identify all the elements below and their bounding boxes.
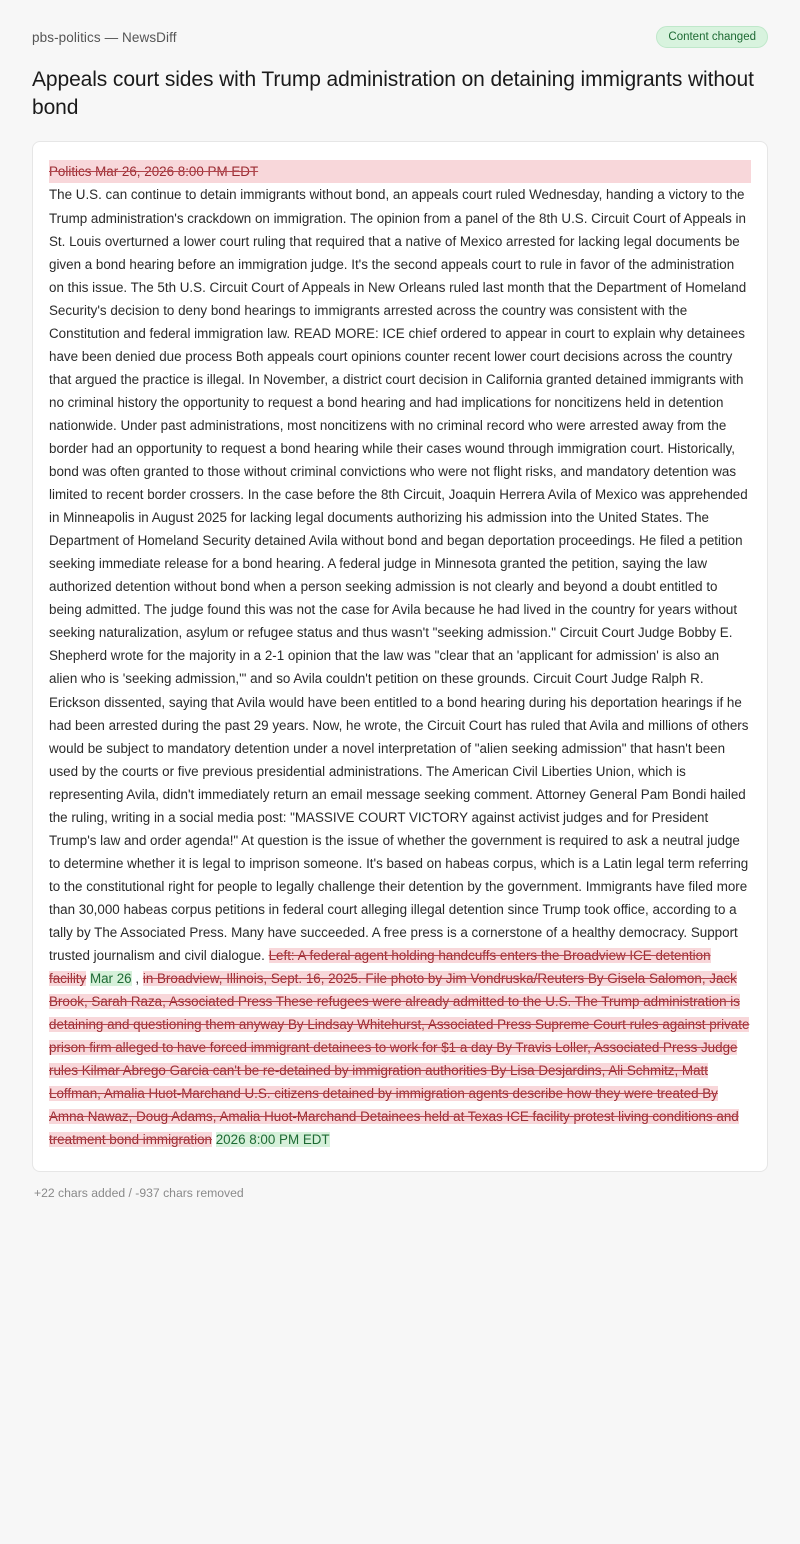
status-badge: Content changed: [656, 26, 768, 48]
diff-content: [49, 160, 751, 1151]
diff-stats: +22 chars added / -937 chars removed: [34, 1186, 244, 1201]
page-title: Appeals court sides with Trump administration on detaining immigrants without bond: [32, 68, 754, 119]
source-label: pbs-politics — NewsDiff: [32, 29, 177, 45]
topbar: [32, 26, 768, 48]
separator-comma: ,: [135, 971, 140, 987]
removed-caption: Left: A federal agent holding handcuffs enters the Broadview ICE detention facility: [49, 948, 711, 987]
added-timestamp: 2026 8:00 PM EDT: [215, 1132, 330, 1148]
diff-card: [32, 141, 768, 1172]
removed-meta: Politics Mar 26, 2026 8:00 PM EDT: [49, 160, 751, 183]
added-date: Mar 26: [89, 971, 132, 987]
article-body: The U.S. can continue to detain immigrants without bond, an appeals court ruled Wednesday, handing a victory to the Trump administration's crackdown on immigration. The opinion from a panel of the 8th U.S. Circuit Court of Appeals in St. Louis overturned a lower court ruling that required that a native of Mexico arrested for lacking legal documents be given a bond hearing before an immigration judge. It's the second appeals court to rule in favor of the administration on this issue. The 5th U.S. Circuit Court of Appeals in New Orleans ruled last month that the Department of Homeland Security's decision to deny bond hearings to immigrants arrested across the country was consistent with the Constitution and federal immigration law. READ MORE: ICE chief ordered to appear in court to explain why detainees have been denied due process Both appeals court opinions counter recent lower court decisions across the country that argued the practice is illegal. In November, a district court decision in California granted detained immigrants with no criminal history the opportunity to request a bond hearing and had implications for noncitizens held in detention nationwide. Under past administrations, most noncitizens with no criminal record who were arrested away from the border had an opportunity to request a bond hearing while their cases wound through immigration court. Historically, bond was often granted to those without criminal convictions who were not flight risks, and mandatory detention was limited to recent border crossers. In the case before the 8th Circuit, Joaquin Herrera Avila of Mexico was apprehended in Minneapolis in August 2025 for lacking legal documents authorizing his admission into the United States. The Department of Homeland Security detained Avila without bond and began deportation proceedings. He filed a petition seeking immediate release for a bond hearing. A federal judge in Minnesota granted the petition, saying the law authorized detention without bond when a person seeking admission is not clearly and beyond a doubt entitled to being admitted. The judge found this was not the case for Avila because he had lived in the country for years without seeking naturalization, asylum or refugee status and thus wasn't "seeking admission." Circuit Court Judge Bobby E. Shepherd wrote for the majority in a 2-1 opinion that the law was "clear that an 'applicant for admission' is also an alien who is 'seeking admission,'" and so Avila couldn't petition on these grounds. Circuit Court Judge Ralph R. Erickson dissented, saying that Avila would have been entitled to a bond hearing during his deportation hearings if he had been arrested during the past 29 years. Now, he wrote, the Circuit Court has ruled that Avila and millions of others would be subject to mandatory detention under a novel interpretation of "alien seeking admission" that hasn't been used by the courts or five previous presidential administrations. The American Civil Liberties Union, which is representing Avila, didn't immediately return an email message seeking comment. Attorney General Pam Bondi hailed the ruling, writing in a social media post: "MASSIVE COURT VICTORY against activist judges and for President Trump's law and order agenda!" At question is the issue of whether the government is required to ask a neutral judge to determine whether it is legal to imprison someone. It's based on habeas corpus, which is a Latin legal term referring to the constitutional right for people to legally challenge their detention by the government. Immigrants have filed more than 30,000 habeas corpus petitions in federal court alleging illegal detention since Trump took office, according to a tally by The Associated Press. Many have succeeded. A free press is a cornerstone of a healthy democracy. Support trusted journalism and civil dialogue.: [49, 187, 749, 964]
removed-block: in Broadview, Illinois, Sept. 16, 2025. File photo by Jim Vondruska/Reuters By Gisela Salomon, Jack Brook, Sarah Raza, Associated Press These refugees were already admitted to the U.S. The Trump administration is detaining and questioning them anyway By Lindsay Whitehurst, Associated Press Supreme Court rules against private prison firm alleged to have forced immigrant detainees to work for $1 a day By Travis Loller, Associated Press Judge rules Kilmar Abrego Garcia can't be re-detained by immigration authorities By Lisa Desjardins, Ali Schmitz, Matt Loffman, Amalia Huot-Marchand U.S. citizens detained by immigration agents describe how they were treated By Amna Nawaz, Doug Adams, Amalia Huot-Marchand Detainees held at Texas ICE facility protest living conditions and treatment bond immigration: [49, 971, 750, 1148]
